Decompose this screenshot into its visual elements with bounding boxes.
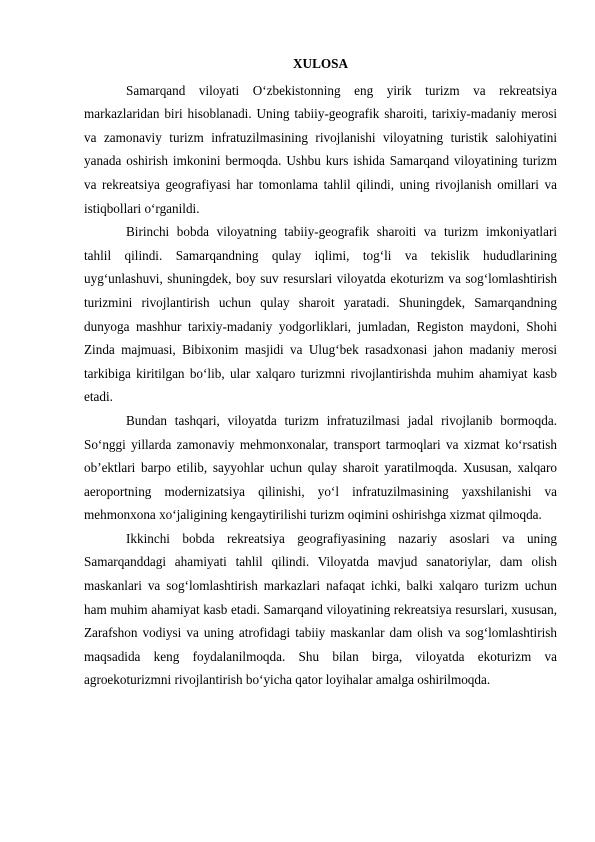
paragraph-4: Ikkinchi bobda rekreatsiya geografiyasining nazariy asoslari va uning Samarqanddagi ahamiyati tahlil qilindi. Viloyatda mavjud sanatoriylar, dam olish maskanlari va sog‘lomlashtirish markazlari nafaqat ichki, balki xalqaro turizm uchun ham muhim ahamiyat kasb etadi. Samarqand viloyatining rekreatsiya resurslari, xususan, Zarafshon vodiysi va uning atrofidagi tabiiy maskanlar dam olish va sog‘lomlashtirish maqsadida keng foydalanilmoqda. Shu bilan birga, viloyatda ekoturizm va agroekoturizmni rivojlantirish bo‘yicha qator loyihalar amalga oshirilmoqda.: [84, 530, 557, 688]
page-title: XULOSA: [293, 56, 348, 71]
paragraph-1: Samarqand viloyati O‘zbekistonning eng yirik turizm va rekreatsiya markazlaridan biri hisoblanadi. Uning tabiiy-geografik sharoiti, tarixiy-madaniy merosi va zamonaviy turizm infratuzilmasining rivojlanishi viloyatning turistik salohiyatini yanada oshirish imkonini bermoqda. Ushbu kurs ishida Samarqand viloyatining turizm va rekreatsiya geografiyasi har tomonlama tahlil qilindi, uning rivojlanish omillari va istiqbollari o‘rganildi.: [84, 82, 557, 216]
document-page: [84, 52, 557, 692]
paragraph-2: Birinchi bobda viloyatning tabiiy-geografik sharoiti va turizm imkoniyatlari tahlil qilindi. Samarqandning qulay iqlimi, tog‘li va tekislik hududlarining uyg‘unlashuvi, shuningdek, boy suv resurslari viloyatda ekoturizm va sog‘lomlashtirish turizmini rivojlantirish uchun qulay sharoit yaratadi. Shuningdek, Samarqandning dunyoga mashhur tarixiy-madaniy yodgorliklari, jumladan, Registon maydoni, Shohi Zinda majmuasi, Bibixonim masjidi va Ulug‘bek rasadxonasi jahon madaniy merosi tarkibiga kiritilgan bo‘lib, ular xalqaro turizmni rivojlantirishda muhim ahamiyat kasb etadi.: [84, 224, 557, 405]
paragraph-3: Bundan tashqari, viloyatda turizm infratuzilmasi jadal rivojlanib bormoqda. So‘nggi yillarda zamonaviy mehmonxonalar, transport tarmoqlari va xizmat ko‘rsatish ob’ektlari barpo etilib, sayyohlar uchun qulay sharoit yaratilmoqda. Xususan, xalqaro aeroportning modernizatsiya qilinishi, yo‘l infratuzilmasining yaxshilanishi va mehmonxona xo‘jaligining kengaytirilishi turizm oqimini oshirishga xizmat qilmoqda.: [84, 412, 557, 523]
